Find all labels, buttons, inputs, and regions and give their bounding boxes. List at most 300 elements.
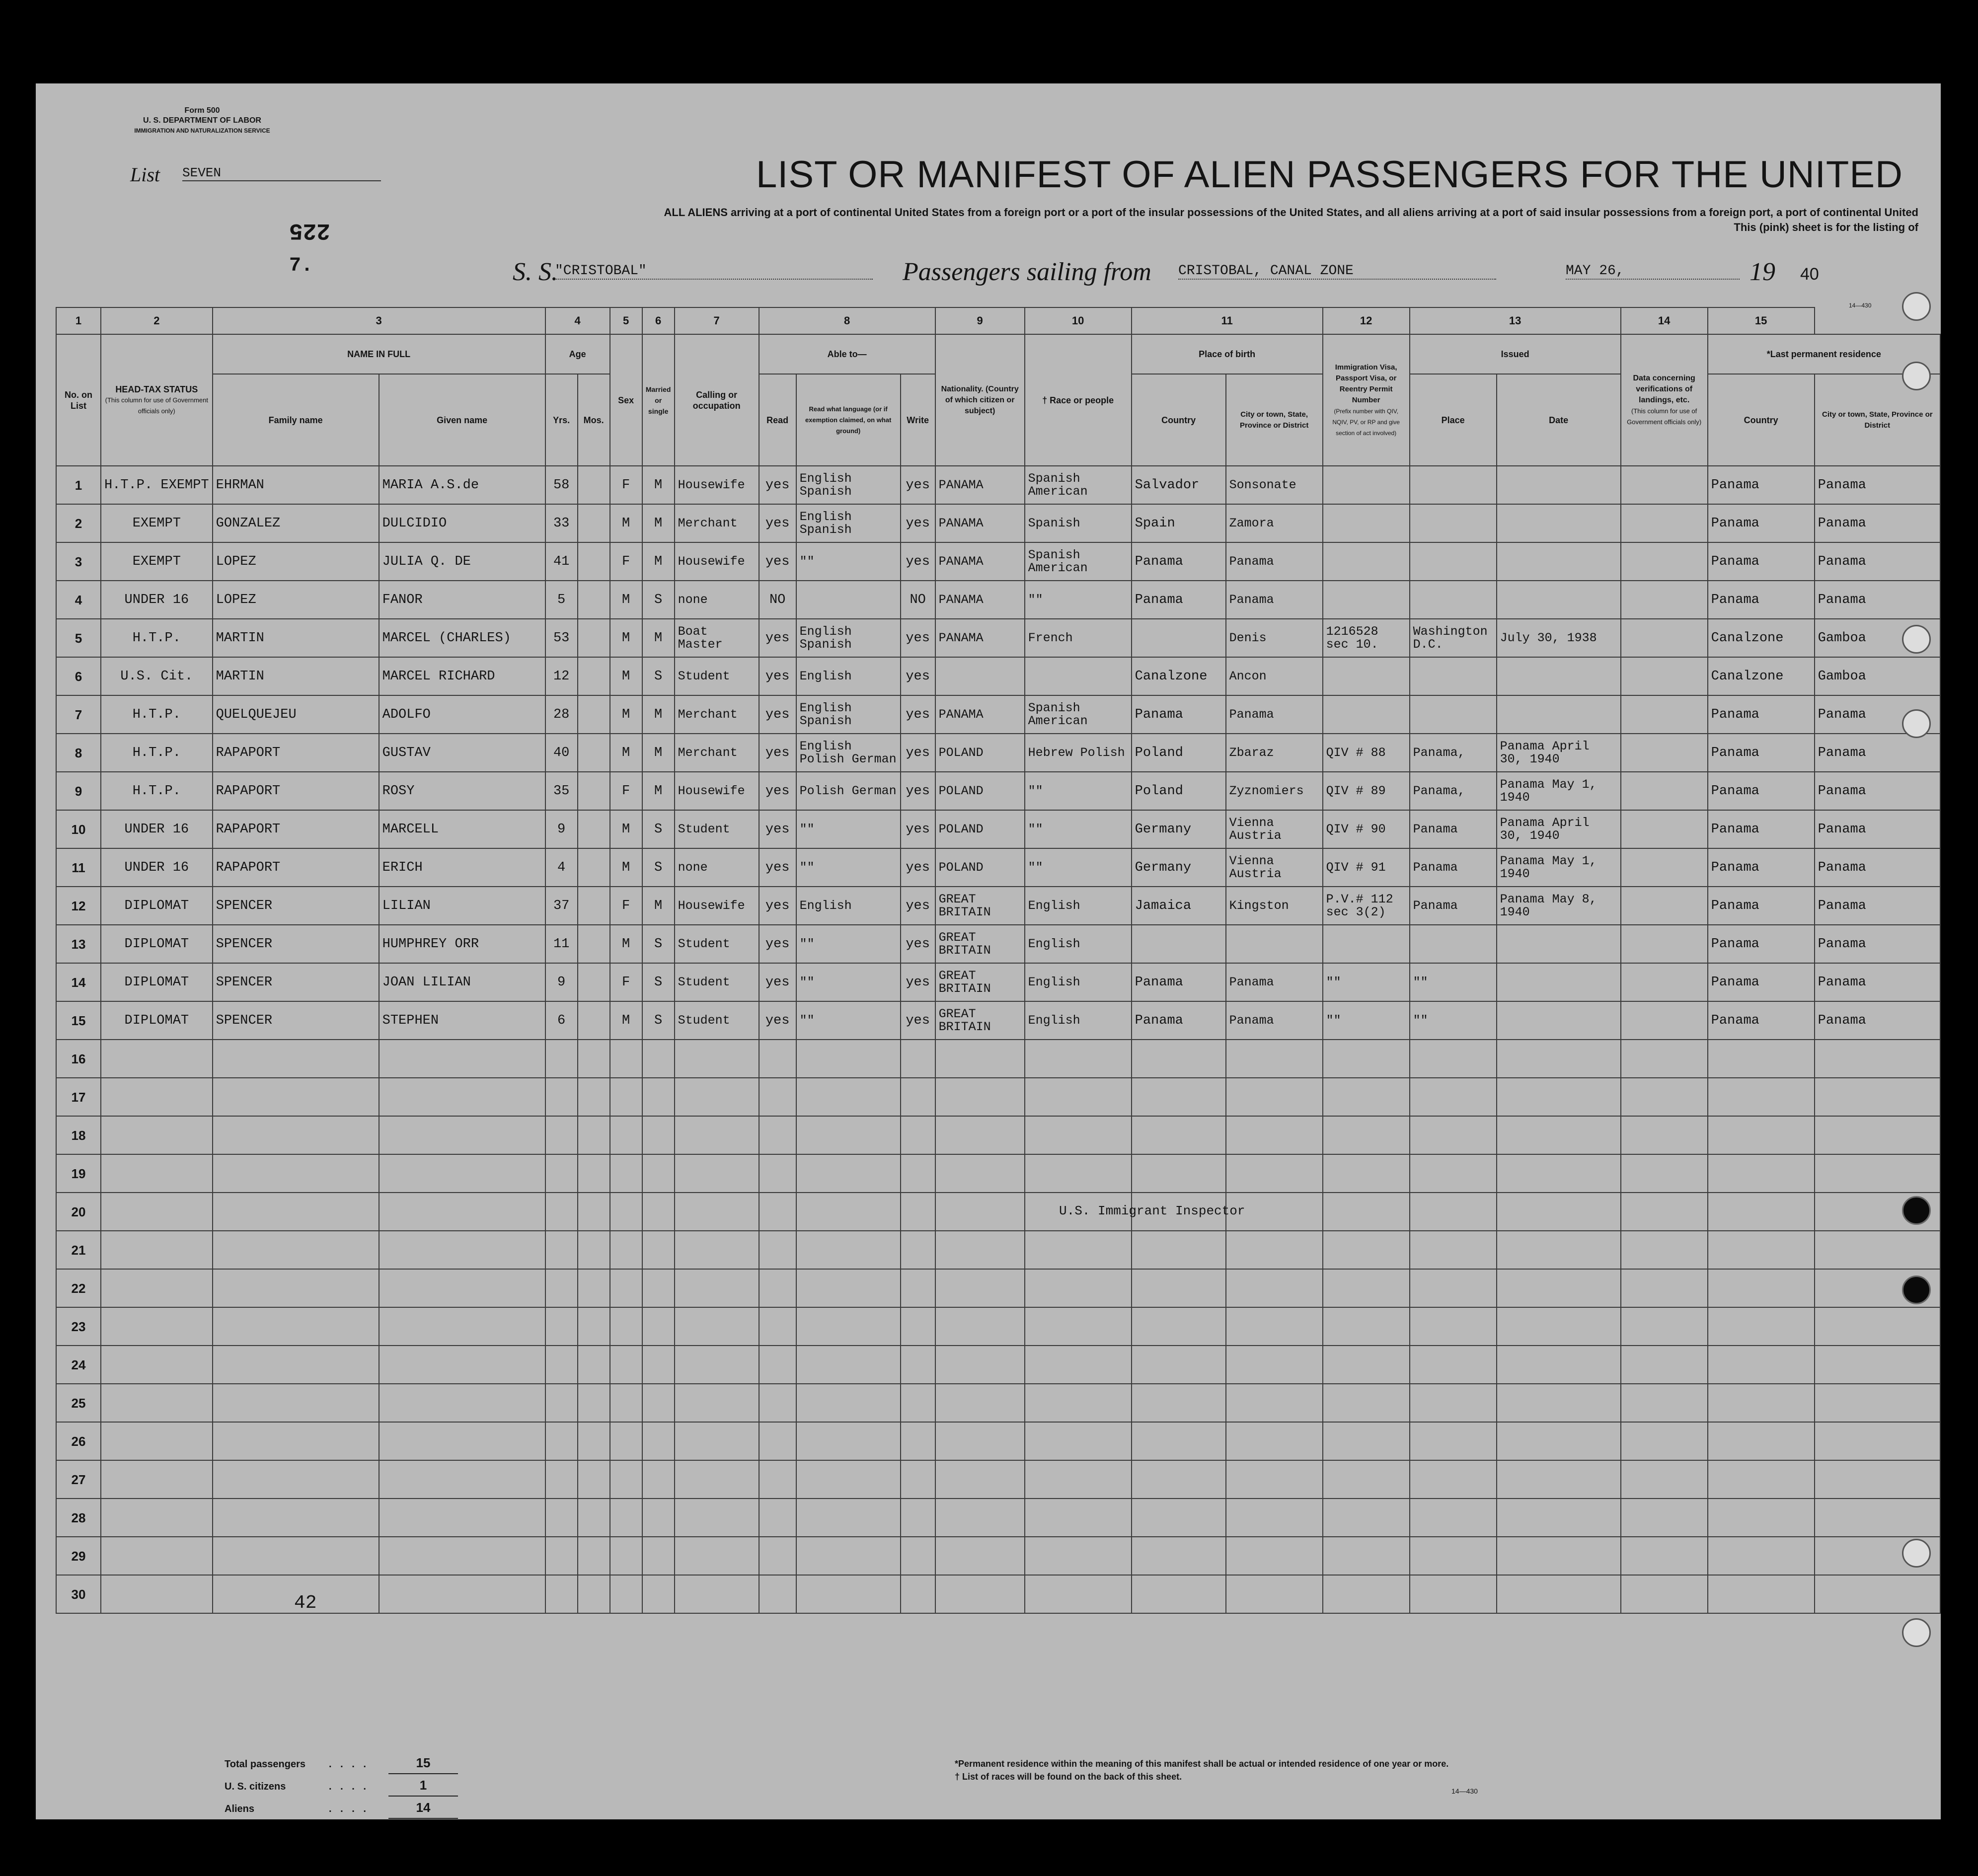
empty-cell [1497,1269,1621,1307]
empty-cell [213,1193,379,1231]
empty-cell [1708,1499,1815,1537]
empty-cell [1708,1231,1815,1269]
empty-cell [759,1040,796,1078]
issued-date [1497,925,1621,963]
empty-cell [935,1575,1025,1613]
empty-cell [759,1422,796,1460]
empty-cell [1132,1269,1226,1307]
birth-country: Poland [1132,772,1226,810]
empty-cell [675,1193,759,1231]
visa-header [1323,334,1410,466]
empty-cell [610,1346,642,1384]
age-years: 9 [545,810,578,848]
empty-cell [1132,1384,1226,1422]
occupation: Housewife [675,887,759,925]
empty-cell [1226,1460,1323,1499]
can-write: yes [901,848,935,887]
empty-cell [1410,1078,1497,1116]
empty-cell [1132,1537,1226,1575]
empty-cell [545,1154,578,1193]
residence-city: Panama [1815,466,1940,504]
occupation: Merchant [675,734,759,772]
empty-cell [901,1116,935,1154]
issued-place: Panama, [1410,734,1497,772]
family-name: EHRMAN [213,466,379,504]
empty-cell [1497,1231,1621,1269]
family-name: SPENCER [213,925,379,963]
issued-date: Panama May 8, 1940 [1497,887,1621,925]
visa-note: (Prefix number with QIV, NQIV, PV, or RP and give section of act involved) [1332,407,1400,437]
binder-hole [1902,625,1931,654]
can-read: yes [759,466,796,504]
residence-city: Panama [1815,542,1940,581]
empty-cell [1708,1346,1815,1384]
empty-cell [675,1154,759,1193]
empty-cell [642,1040,675,1078]
col-num: 9 [935,307,1025,334]
empty-cell [675,1422,759,1460]
race: Hebrew Polish [1025,734,1132,772]
empty-row [56,1193,1940,1231]
empty-cell [213,1537,379,1575]
empty-cell [1132,1078,1226,1116]
empty-row [56,1499,1940,1537]
sex: M [610,925,642,963]
family-name: MARTIN [213,657,379,695]
empty-cell [578,1499,610,1537]
residence-city: Panama [1815,810,1940,848]
issued-place [1410,581,1497,619]
empty-cell [379,1422,545,1460]
empty-cell [545,1078,578,1116]
verification [1621,887,1708,925]
head-tax-status: DIPLOMAT [101,925,213,963]
empty-cell [1497,1346,1621,1384]
empty-cell [1815,1422,1940,1460]
empty-cell [578,1116,610,1154]
issued-date: Panama May 1, 1940 [1497,848,1621,887]
residence-city: Panama [1815,695,1940,734]
us-citizens-row: U. S. citizens . . . . 1 [225,1775,458,1797]
residence-city: Gamboa [1815,657,1940,695]
empty-cell [1025,1078,1132,1116]
age-months [578,772,610,810]
issued-date [1497,581,1621,619]
row-number: 3 [56,542,101,581]
visa-number [1323,466,1410,504]
empty-cell [1226,1499,1323,1537]
column-number-row [56,307,1940,334]
year-suffix: 40 [1800,265,1819,284]
birth-city: Denis [1226,619,1323,657]
verification [1621,542,1708,581]
passenger-rows [56,466,1940,1613]
birth-country: Panama [1132,581,1226,619]
empty-cell [545,1231,578,1269]
birth-country: Spain [1132,504,1226,542]
occupation: none [675,581,759,619]
sex: F [610,887,642,925]
marital-status: S [642,1001,675,1040]
residence-country: Panama [1708,581,1815,619]
empty-cell [101,1575,213,1613]
empty-cell [578,1307,610,1346]
empty-cell [642,1537,675,1575]
row-number: 19 [56,1154,101,1193]
empty-cell [545,1040,578,1078]
read-language: English Spanish [796,619,901,657]
col-num: 2 [101,307,213,334]
issued-date-header: Date [1497,374,1621,466]
empty-cell [1410,1040,1497,1078]
empty-cell [578,1537,610,1575]
empty-cell [545,1193,578,1231]
empty-cell [1025,1346,1132,1384]
passenger-row [56,810,1940,848]
head-tax-status: H.T.P. EXEMPT [101,466,213,504]
birth-city: Zyznomiers [1226,772,1323,810]
empty-cell [1025,1307,1132,1346]
birth-country: Jamaica [1132,887,1226,925]
issued-date: Panama May 1, 1940 [1497,772,1621,810]
nationality: PANAMA [935,619,1025,657]
empty-cell [1410,1499,1497,1537]
empty-cell [1323,1460,1410,1499]
visa-number: P.V.# 112 sec 3(2) [1323,887,1410,925]
empty-cell [101,1346,213,1384]
residence-country: Panama [1708,504,1815,542]
nationality: PANAMA [935,504,1025,542]
empty-cell [1323,1422,1410,1460]
occupation: Housewife [675,542,759,581]
residence-country: Panama [1708,848,1815,887]
marital-status: S [642,581,675,619]
verification [1621,466,1708,504]
empty-cell [759,1499,796,1537]
age-months [578,581,610,619]
race-header: † Race or people [1025,334,1132,466]
head-tax-status: DIPLOMAT [101,887,213,925]
occupation: Student [675,810,759,848]
empty-cell [1708,1575,1815,1613]
birth-country: Panama [1132,695,1226,734]
empty-cell [578,1231,610,1269]
birth-city-header: City or town, State, Province or District [1226,374,1323,466]
empty-cell [796,1040,901,1078]
empty-cell [610,1575,642,1613]
birth-city: Sonsonate [1226,466,1323,504]
empty-cell [213,1499,379,1537]
col-num: 10 [1025,307,1132,334]
can-write: yes [901,466,935,504]
empty-cell [1410,1154,1497,1193]
passenger-row [56,925,1940,963]
residence-country: Panama [1708,734,1815,772]
visa-number: QIV # 90 [1323,810,1410,848]
empty-cell [379,1537,545,1575]
row-number: 2 [56,504,101,542]
empty-cell [1025,1575,1132,1613]
empty-cell [1410,1231,1497,1269]
empty-cell [379,1460,545,1499]
empty-cell [642,1384,675,1422]
row-number: 17 [56,1078,101,1116]
page-subtitle [403,205,1918,235]
passenger-row [56,581,1940,619]
married-header: Married or single [642,334,675,466]
sex: F [610,466,642,504]
empty-cell [1497,1193,1621,1231]
empty-cell [545,1346,578,1384]
issued-date [1497,657,1621,695]
read-language: "" [796,925,901,963]
empty-cell [901,1384,935,1422]
empty-cell [1815,1154,1940,1193]
empty-cell [1323,1307,1410,1346]
empty-cell [1621,1193,1708,1231]
us-citizens-value: 1 [388,1775,458,1797]
visa-number [1323,695,1410,734]
empty-cell [1226,1384,1323,1422]
empty-cell [1410,1269,1497,1307]
residence-city: Panama [1815,1001,1940,1040]
head-tax-header [101,334,213,466]
read-header: Read [759,374,796,466]
nationality: POLAND [935,734,1025,772]
empty-cell [610,1078,642,1116]
empty-cell [1410,1575,1497,1613]
verification [1621,772,1708,810]
verification [1621,504,1708,542]
empty-cell [935,1269,1025,1307]
empty-cell [545,1269,578,1307]
issued-place: Washington D.C. [1410,619,1497,657]
race: English [1025,925,1132,963]
empty-cell [1323,1575,1410,1613]
name-header: NAME IN FULL [213,334,545,374]
empty-cell [379,1499,545,1537]
empty-cell [1621,1231,1708,1269]
passenger-row [56,504,1940,542]
empty-cell [796,1078,901,1116]
read-language: Polish German [796,772,901,810]
birth-country-header: Country [1132,374,1226,466]
empty-cell [1708,1384,1815,1422]
row-number: 26 [56,1422,101,1460]
row-number: 1 [56,466,101,504]
race: Spanish American [1025,542,1132,581]
passenger-row [56,657,1940,695]
empty-cell [1621,1269,1708,1307]
empty-cell [1621,1040,1708,1078]
family-name: LOPEZ [213,581,379,619]
row-number: 9 [56,772,101,810]
department: U. S. DEPARTMENT OF LABOR [143,116,261,125]
empty-cell [759,1460,796,1499]
row-number: 29 [56,1537,101,1575]
verification [1621,657,1708,695]
visa-number: QIV # 89 [1323,772,1410,810]
age-years: 53 [545,619,578,657]
marital-status: S [642,963,675,1001]
can-read: yes [759,963,796,1001]
family-name: SPENCER [213,887,379,925]
sex: M [610,734,642,772]
race: Spanish American [1025,695,1132,734]
head-tax-status: U.S. Cit. [101,657,213,695]
empty-cell [1025,1499,1132,1537]
empty-cell [1497,1384,1621,1422]
visa-number [1323,925,1410,963]
age-years: 58 [545,466,578,504]
given-name: FANOR [379,581,545,619]
race: English [1025,963,1132,1001]
col-num: 7 [675,307,759,334]
can-write: yes [901,810,935,848]
empty-cell [1323,1384,1410,1422]
race: "" [1025,581,1132,619]
birth-country: Salvador [1132,466,1226,504]
occupation: Student [675,963,759,1001]
read-language: English [796,657,901,695]
empty-cell [610,1384,642,1422]
issued-place [1410,695,1497,734]
age-header: Age [545,334,610,374]
col-num: 1 [56,307,101,334]
empty-cell [1815,1231,1940,1269]
empty-cell [935,1116,1025,1154]
issued-place: Panama [1410,887,1497,925]
occupation: Student [675,1001,759,1040]
marital-status: M [642,695,675,734]
empty-cell [379,1040,545,1078]
col-num: 13 [1410,307,1621,334]
empty-cell [1226,1575,1323,1613]
col-num: 4 [545,307,610,334]
sex: M [610,581,642,619]
empty-cell [901,1537,935,1575]
empty-cell [796,1346,901,1384]
empty-row [56,1269,1940,1307]
empty-cell [610,1422,642,1460]
row-number: 10 [56,810,101,848]
empty-cell [379,1078,545,1116]
verif-title: Data concerning verifications of landings, etc. [1633,374,1695,404]
sex-header: Sex [610,334,642,466]
age-years: 33 [545,504,578,542]
empty-cell [642,1307,675,1346]
can-write: yes [901,542,935,581]
yrs-header: Yrs. [545,374,578,466]
nationality: POLAND [935,848,1025,887]
given-name: MARCEL (CHARLES) [379,619,545,657]
passenger-row [56,734,1940,772]
empty-cell [1132,1116,1226,1154]
empty-cell [1497,1154,1621,1193]
empty-cell [642,1422,675,1460]
empty-row [56,1116,1940,1154]
empty-cell [545,1499,578,1537]
empty-cell [759,1537,796,1575]
empty-cell [1410,1422,1497,1460]
empty-cell [1132,1575,1226,1613]
verification [1621,925,1708,963]
empty-cell [935,1231,1025,1269]
sex: F [610,963,642,1001]
nationality: GREAT BRITAIN [935,1001,1025,1040]
empty-cell [1132,1040,1226,1078]
col-num: 15 [1708,307,1815,334]
empty-cell [1323,1346,1410,1384]
residence-footnote: *Permanent residence within the meaning of this manifest shall be actual or intended residence of one year or more. [955,1759,1449,1769]
occupation: Housewife [675,772,759,810]
age-years: 28 [545,695,578,734]
race: English [1025,887,1132,925]
empty-cell [796,1499,901,1537]
empty-row [56,1422,1940,1460]
empty-cell [901,1499,935,1537]
empty-cell [935,1154,1025,1193]
nationality [935,657,1025,695]
binder-hole [1902,1196,1931,1225]
form-header [108,106,297,136]
passenger-row [56,466,1940,504]
row-number: 13 [56,925,101,963]
empty-cell [1025,1040,1132,1078]
empty-cell [101,1193,213,1231]
read-language: "" [796,963,901,1001]
can-write: yes [901,657,935,695]
sex: M [610,695,642,734]
empty-cell [1621,1154,1708,1193]
issued-date [1497,466,1621,504]
ship-label: S. S. [513,258,558,286]
passenger-row [56,542,1940,581]
empty-cell [1497,1575,1621,1613]
empty-cell [101,1269,213,1307]
nationality: GREAT BRITAIN [935,887,1025,925]
empty-cell [610,1193,642,1231]
empty-cell [901,1307,935,1346]
empty-cell [642,1078,675,1116]
binder-hole [1902,292,1931,321]
head-tax-status: UNDER 16 [101,581,213,619]
race: "" [1025,772,1132,810]
given-name: ROSY [379,772,545,810]
empty-cell [642,1499,675,1537]
form-number: Form 500 [184,106,220,115]
sex: M [610,810,642,848]
birth-country: Canalzone [1132,657,1226,695]
race [1025,657,1132,695]
empty-cell [545,1384,578,1422]
head-tax-status: UNDER 16 [101,848,213,887]
col-num: 8 [759,307,935,334]
can-read: yes [759,925,796,963]
empty-cell [1708,1193,1815,1231]
row-number: 27 [56,1460,101,1499]
empty-cell [1815,1307,1940,1346]
marital-status: S [642,848,675,887]
issued-place [1410,466,1497,504]
can-read: yes [759,695,796,734]
issued-place: "" [1410,963,1497,1001]
can-write: yes [901,925,935,963]
empty-cell [213,1116,379,1154]
empty-cell [101,1422,213,1460]
read-language: "" [796,1001,901,1040]
empty-cell [1815,1078,1940,1116]
